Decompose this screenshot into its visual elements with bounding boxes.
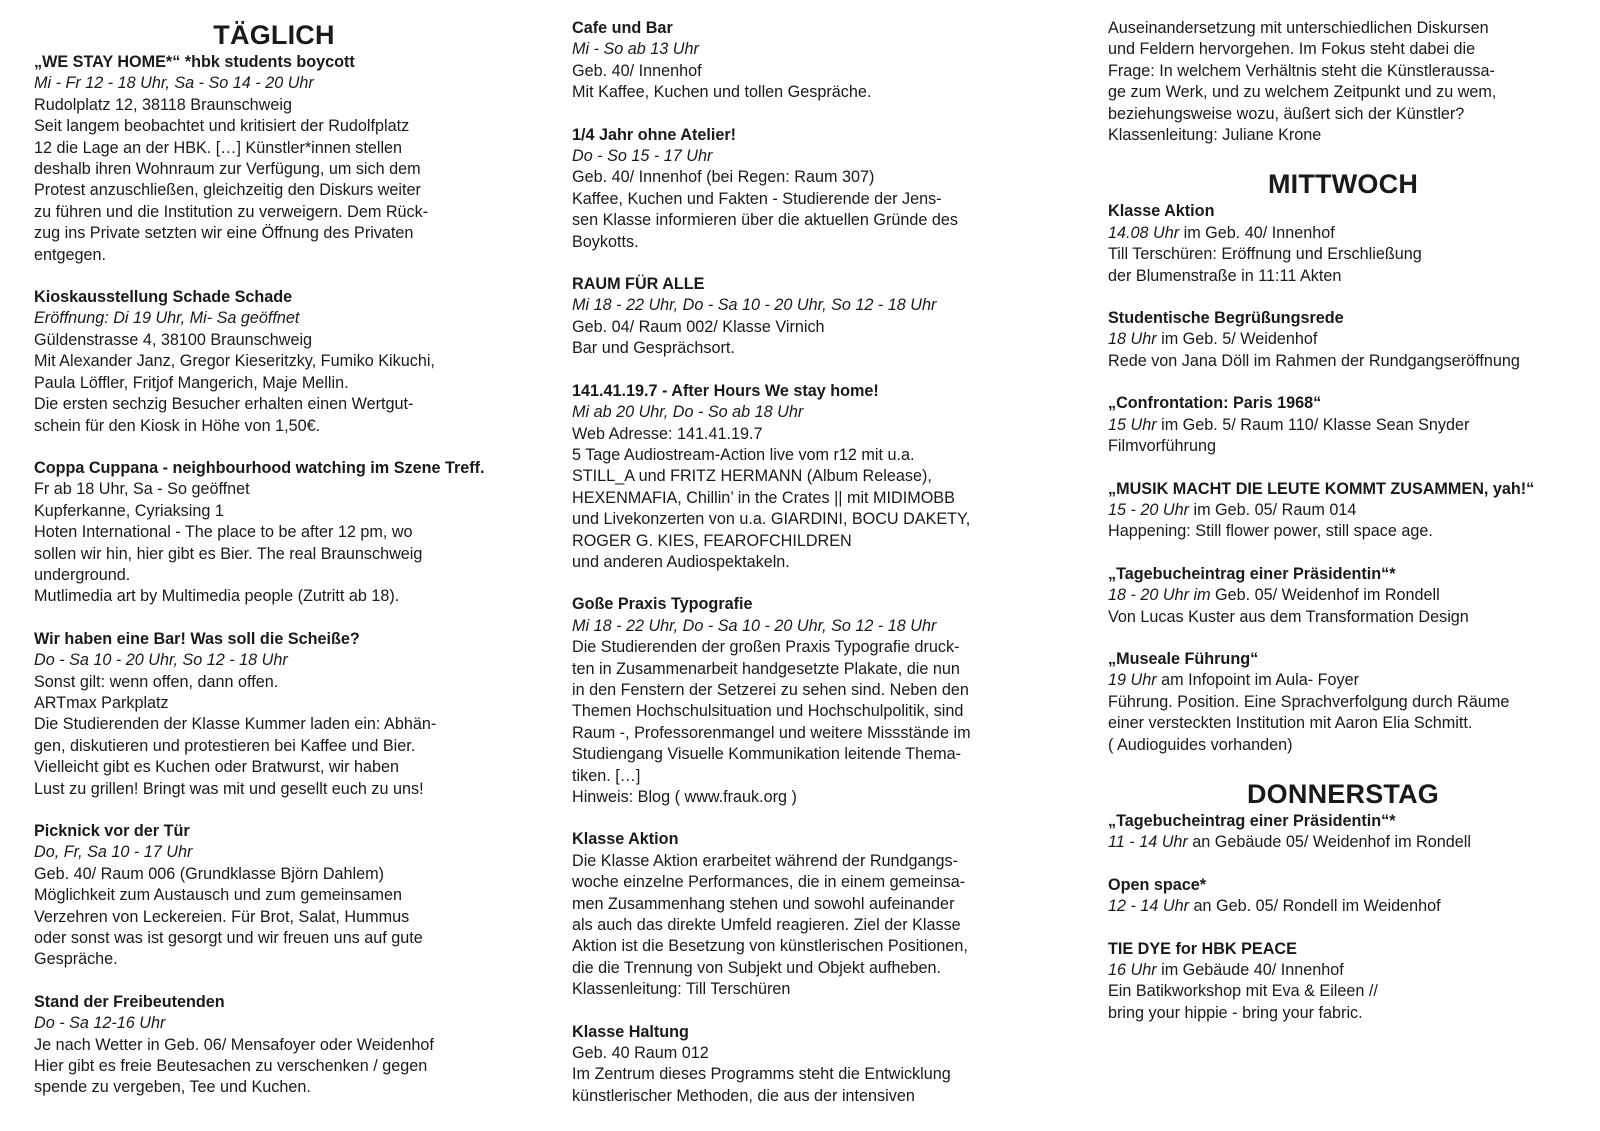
- event-text-line: Hoten International - The place to be after 12 pm, wo: [34, 523, 413, 542]
- event-time: Do - So 15 - 17 Uhr: [572, 147, 713, 166]
- event-title: TIE DYE for HBK PEACE: [1108, 939, 1297, 958]
- event-entry: [1108, 564, 1578, 628]
- event-title: Stand der Freibeutenden: [34, 992, 225, 1011]
- event-text-line: Geb. 40 Raum 012: [572, 1044, 709, 1063]
- column-2: [572, 18, 1052, 1128]
- event-entry: [572, 18, 1052, 104]
- event-time-row: [1108, 670, 1578, 691]
- event-text-line: ARTmax Parkplatz: [34, 693, 169, 712]
- event-entry: [34, 52, 514, 266]
- event-text-line: Happening: Still flower power, still space age.: [1108, 522, 1433, 541]
- column-1: [34, 18, 514, 1120]
- event-text-line: oder sonst was ist gesorgt und wir freuen uns auf gute: [34, 929, 423, 948]
- event-time: Do - Sa 12-16 Uhr: [34, 1014, 166, 1033]
- event-text-line: tiken. […]: [572, 766, 641, 785]
- event-time-row: [1108, 223, 1578, 244]
- event-time: Mi - Fr 12 - 18 Uhr, Sa - So 14 - 20 Uhr: [34, 74, 314, 93]
- event-text-line: Studiengang Visuelle Kommunikation leitende Thema-: [572, 745, 962, 764]
- event-title: „WE STAY HOME*“ *hbk students boycott: [34, 53, 355, 71]
- event-text-line: Geb. 40/ Innenhof (bei Regen: Raum 307): [572, 168, 875, 187]
- event-text-line: Themen Hochschulsituation und Hochschulpolitik, sind: [572, 702, 964, 721]
- event-text-line: Fr ab 18 Uhr, Sa - So geöffnet: [34, 480, 250, 499]
- event-entry: [572, 829, 1052, 1000]
- event-text-line: woche einzelne Performances, die in einem gemeinsa-: [572, 873, 966, 892]
- event-text-line: Geb. 40/ Innenhof: [572, 61, 702, 80]
- event-title: Klasse Aktion: [572, 830, 679, 849]
- event-text-line: sollen wir hin, hier gibt es Bier. The real Braunschweig: [34, 544, 423, 563]
- event-location: am Infopoint im Aula- Foyer: [1156, 671, 1360, 690]
- event-time-row: [1108, 960, 1578, 981]
- event-text-line: Die Klasse Aktion erarbeitet während der Rundgangs-: [572, 851, 959, 870]
- donnerstag-events: [1108, 811, 1578, 1024]
- event-time: 19 Uhr: [1108, 671, 1157, 690]
- event-text-line: Lust zu grillen! Bringt was mit und gesellt euch zu uns!: [34, 779, 424, 798]
- event-text-line: einer versteckten Institution mit Aaron Elia Schmitt.: [1108, 714, 1473, 733]
- event-text-line: 5 Tage Audiostream-Action live vom r12 mit u.a.: [572, 445, 915, 464]
- event-text-line: Till Terschüren: Eröffnung und Erschließung: [1108, 245, 1422, 264]
- event-location: an Gebäude 05/ Weidenhof im Rondell: [1187, 833, 1471, 852]
- event-title: Coppa Cuppana - neighbourhood watching im Szene Treff.: [34, 458, 485, 477]
- event-text-line: Hier gibt es freie Beutesachen zu verschenken / gegen: [34, 1057, 428, 1076]
- event-time: 12 - 14 Uhr: [1108, 897, 1189, 916]
- event-text-line: Mit Kaffee, Kuchen und tollen Gespräche.: [572, 83, 872, 102]
- event-time-row: [1108, 896, 1578, 917]
- event-text-line: 12 die Lage an der HBK. […] Künstler*innen stellen: [34, 138, 403, 157]
- event-entry: [1108, 201, 1578, 287]
- event-time: Do - Sa 10 - 20 Uhr, So 12 - 18 Uhr: [34, 651, 288, 670]
- event-title: „Confrontation: Paris 1968“: [1108, 394, 1322, 413]
- event-time: Do, Fr, Sa 10 - 17 Uhr: [34, 843, 193, 862]
- event-text-line: schein für den Kiosk in Höhe von 1,50€.: [34, 416, 321, 435]
- event-text-line: Rudolplatz 12, 38118 Braunschweig: [34, 95, 292, 114]
- event-time: 15 Uhr: [1108, 415, 1157, 434]
- event-title: 1/4 Jahr ohne Atelier!: [572, 125, 737, 144]
- event-entry: [34, 821, 514, 971]
- event-text-line: Im Zentrum dieses Programms steht die Entwicklung: [572, 1065, 951, 1084]
- continued-text-line: und Feldern hervorgehen. Im Fokus steht dabei die: [1108, 40, 1476, 59]
- continued-text-line: Klassenleitung: Juliane Krone: [1108, 126, 1322, 145]
- event-title: Picknick vor der Tür: [34, 822, 190, 840]
- event-text-line: Mutlimedia art by Multimedia people (Zutritt ab 18).: [34, 587, 400, 606]
- event-time-row: [1108, 832, 1578, 853]
- continued-text-line: Auseinandersetzung mit unterschiedlichen Diskursen: [1108, 19, 1489, 37]
- day-heading-taeglich: TÄGLICH: [213, 20, 335, 50]
- event-title: 141.41.19.7 - After Hours We stay home!: [572, 381, 879, 400]
- column-3: [1108, 18, 1578, 1045]
- event-entry: [34, 458, 514, 608]
- event-title: Goße Praxis Typografie: [572, 595, 753, 614]
- event-entry: [1108, 939, 1578, 1025]
- event-text-line: Geb. 04/ Raum 002/ Klasse Virnich: [572, 317, 825, 336]
- event-time: 11 - 14 Uhr: [1108, 833, 1188, 852]
- event-title: Open space*: [1108, 875, 1207, 894]
- event-location: im Geb. 5/ Raum 110/ Klasse Sean Snyder: [1156, 415, 1470, 434]
- event-entry: [34, 629, 514, 800]
- event-text-line: zu führen und die Institution zu verweigern. Dem Rück-: [34, 202, 429, 221]
- event-text-line: Hinweis: Blog ( www.frauk.org ): [572, 788, 797, 806]
- continued-text-line: Frage: In welchem Verhältnis steht die Künstleraussa-: [1108, 61, 1495, 80]
- event-text-line: Die ersten sechzig Besucher erhalten einen Wertgut-: [34, 395, 414, 414]
- event-location: an Geb. 05/ Rondell im Weidenhof: [1188, 897, 1441, 916]
- event-text-line: Paula Löffler, Fritjof Mangerich, Maje Mellin.: [34, 373, 349, 392]
- event-location: im Geb. 05/ Raum 014: [1188, 500, 1357, 519]
- event-text-line: sen Klasse informieren über die aktuellen Gründe des: [572, 211, 959, 230]
- event-text-line: die die Trennung von Subjekt und Objekt aufheben.: [572, 958, 941, 977]
- event-text-line: gen, diskutieren und protestieren bei Kaffee und Bier.: [34, 736, 416, 755]
- event-entry: [572, 381, 1052, 574]
- event-text-line: Klassenleitung: Till Terschüren: [572, 980, 791, 999]
- event-text-line: ten in Zusammenarbeit handgesetzte Plakate, die nun: [572, 659, 960, 678]
- event-title: Studentische Begrüßungsrede: [1108, 309, 1344, 328]
- event-time-row: [1108, 585, 1578, 606]
- event-text-line: entgegen.: [34, 245, 107, 264]
- event-text-line: in den Fenstern der Setzerei zu sehen sind. Neben den: [572, 680, 969, 699]
- event-text-line: Protest anzuschließen, gleichzeitig den Diskurs weiter: [34, 181, 421, 200]
- event-text-line: Boykotts.: [572, 232, 639, 251]
- event-text-line: Sonst gilt: wenn offen, dann offen.: [34, 672, 279, 691]
- event-text-line: Vielleicht gibt es Kuchen oder Bratwurst, wir haben: [34, 758, 400, 777]
- event-text-line: spende zu vergeben, Tee und Kuchen.: [34, 1078, 311, 1097]
- event-time: Mi - So ab 13 Uhr: [572, 40, 699, 59]
- event-entry: [572, 125, 1052, 253]
- event-title: „Museale Führung“: [1108, 649, 1259, 668]
- event-text-line: Gespräche.: [34, 950, 118, 969]
- event-text-line: Seit langem beobachtet und kritisiert der Rudolfplatz: [34, 117, 410, 136]
- event-text-line: deshalb ihren Wohnraum zur Verfügung, um sich dem: [34, 160, 421, 179]
- event-entry: [572, 1022, 1052, 1108]
- event-time: Mi 18 - 22 Uhr, Do - Sa 10 - 20 Uhr, So 12 - 18 Uhr: [572, 296, 937, 315]
- event-text-line: Güldenstrasse 4, 38100 Braunschweig: [34, 330, 313, 349]
- event-text-line: underground.: [34, 565, 131, 584]
- event-text-line: Führung. Position. Eine Sprachverfolgung durch Räume: [1108, 692, 1510, 711]
- event-time: 18 Uhr: [1108, 330, 1157, 349]
- event-time: 15 - 20 Uhr: [1108, 500, 1189, 519]
- event-text-line: als auch das direkte Umfeld reagieren. Ziel der Klasse: [572, 916, 961, 935]
- event-entry: [34, 287, 514, 437]
- event-text-line: Rede von Jana Döll im Rahmen der Rundgangseröffnung: [1108, 351, 1520, 370]
- event-text-line: Ein Batikworkshop mit Eva & Eileen //: [1108, 982, 1378, 1001]
- event-text-line: Die Studierenden der großen Praxis Typografie druck-: [572, 638, 960, 657]
- event-entry: [1108, 308, 1578, 372]
- event-text-line: Aktion ist die Besetzung von künstlerischen Positionen,: [572, 937, 968, 956]
- event-text-line: Kaffee, Kuchen und Fakten - Studierende der Jens-: [572, 189, 942, 208]
- mittwoch-events: [1108, 201, 1578, 756]
- event-text-line: und anderen Audiospektakeln.: [572, 552, 790, 571]
- event-time-row: [1108, 329, 1578, 350]
- event-text-line: Geb. 40/ Raum 006 (Grundklasse Björn Dahlem): [34, 864, 384, 883]
- event-text-line: Je nach Wetter in Geb. 06/ Mensafoyer oder Weidenhof: [34, 1035, 434, 1054]
- event-text-line: men Zusammenhang stehen und sowohl aufeinander: [572, 894, 955, 913]
- event-entry: [1108, 875, 1578, 918]
- event-title: Cafe und Bar: [572, 19, 673, 37]
- event-entry: [1108, 479, 1578, 543]
- event-time: Mi ab 20 Uhr, Do - So ab 18 Uhr: [572, 403, 804, 422]
- event-location: im Geb. 5/ Weidenhof: [1156, 330, 1318, 349]
- event-entry: [572, 594, 1052, 808]
- event-title: „MUSIK MACHT DIE LEUTE KOMMT ZUSAMMEN, yah!“: [1108, 479, 1535, 498]
- event-location: Geb. 05/ Weidenhof im Rondell: [1210, 586, 1440, 605]
- event-text-line: Möglichkeit zum Austausch und zum gemeinsamen: [34, 886, 402, 905]
- event-title: RAUM FÜR ALLE: [572, 275, 705, 294]
- event-entry: [34, 992, 514, 1099]
- event-text-line: ROGER G. KIES, FEAROFCHILDREN: [572, 531, 852, 550]
- day-heading-donnerstag: DONNERSTAG: [1246, 778, 1439, 809]
- event-text-line: künstlerischer Methoden, die aus der intensiven: [572, 1086, 915, 1105]
- event-text-line: Raum -, Professorenmangel und weitere Missstände im: [572, 723, 971, 742]
- event-time: Eröffnung: Di 19 Uhr, Mi- Sa geöffnet: [34, 309, 300, 328]
- event-time: 14.08 Uhr: [1108, 223, 1180, 242]
- event-text-line: der Blumenstraße in 11:11 Akten: [1108, 266, 1342, 285]
- event-title: Klasse Haltung: [572, 1022, 689, 1041]
- day-heading-mittwoch: MITTWOCH: [1267, 169, 1419, 200]
- event-location: im Geb. 40/ Innenhof: [1179, 223, 1335, 242]
- event-text-line: zug ins Private setzten wir eine Öffnung des Privaten: [34, 224, 414, 243]
- event-text-line: Web Adresse: 141.41.19.7: [572, 424, 763, 443]
- continued-text-line: beziehungsweise wozu, äußert sich der Künstler?: [1108, 104, 1465, 123]
- continued-text: [1108, 18, 1578, 146]
- event-title: Kioskausstellung Schade Schade: [34, 288, 293, 307]
- event-text-line: Filmvorführung: [1108, 437, 1216, 456]
- event-entry: [1108, 393, 1578, 457]
- event-location: im Gebäude 40/ Innenhof: [1156, 961, 1344, 979]
- event-text-line: ( Audioguides vorhanden): [1108, 735, 1293, 754]
- event-time: Mi 18 - 22 Uhr, Do - Sa 10 - 20 Uhr, So 12 - 18 Uhr: [572, 616, 937, 635]
- event-title: „Tagebucheintrag einer Präsidentin“*: [1108, 564, 1396, 583]
- event-text-line: Kupferkanne, Cyriaksing 1: [34, 501, 224, 520]
- event-time-row: [1108, 500, 1578, 521]
- event-text-line: Die Studierenden der Klasse Kummer laden ein: Abhän-: [34, 715, 437, 734]
- event-text-line: Mit Alexander Janz, Gregor Kieseritzky, Fumiko Kikuchi,: [34, 352, 435, 371]
- continued-text-line: ge zum Werk, und zu welchem Zeitpunkt und zu wem,: [1108, 83, 1497, 102]
- event-entry: [1108, 649, 1578, 756]
- event-text-line: Bar und Gesprächsort.: [572, 339, 735, 358]
- event-title: Klasse Aktion: [1108, 202, 1215, 221]
- event-text-line: bring your hippie - bring your fabric.: [1108, 1003, 1363, 1022]
- event-time-row: [1108, 415, 1578, 436]
- event-entry: [1108, 811, 1578, 854]
- event-text-line: Von Lucas Kuster aus dem Transformation Design: [1108, 607, 1469, 626]
- event-time: 18 - 20 Uhr im: [1108, 586, 1211, 605]
- event-text-line: und Livekonzerten von u.a. GIARDINI, BOCU DAKETY,: [572, 510, 971, 529]
- event-entry: [572, 274, 1052, 360]
- event-title: „Tagebucheintrag einer Präsidentin“*: [1108, 811, 1396, 830]
- event-title: Wir haben eine Bar! Was soll die Scheiße?: [34, 629, 360, 648]
- event-text-line: STILL_A und FRITZ HERMANN (Album Release),: [572, 467, 932, 486]
- event-text-line: HEXENMAFIA, Chillin’ in the Crates || mit MIDIMOBB: [572, 488, 955, 507]
- event-text-line: Verzehren von Leckereien. Für Brot, Salat, Hummus: [34, 907, 410, 926]
- event-time: 16 Uhr: [1108, 961, 1157, 979]
